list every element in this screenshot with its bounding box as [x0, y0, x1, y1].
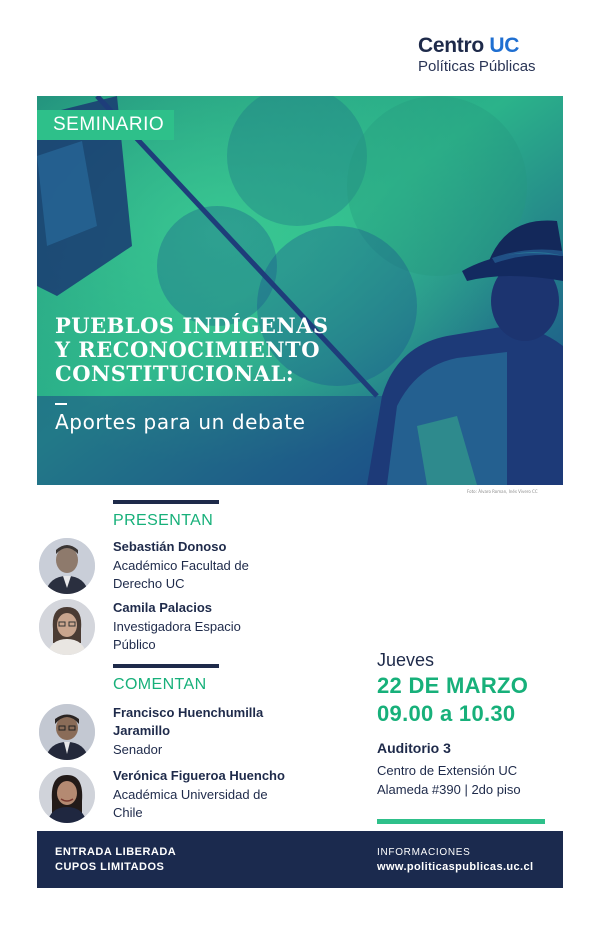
footer-entry-note: ENTRADA LIBERADA CUPOS LIMITADOS	[55, 846, 177, 873]
footer-info	[377, 845, 534, 875]
title-dash	[55, 403, 67, 405]
event-day: Jueves	[377, 650, 435, 670]
avatar-sebastian-donoso	[39, 538, 95, 594]
seminar-badge: SEMINARIO	[37, 110, 174, 140]
commentator-name: Francisco Huenchumilla Jaramillo	[113, 705, 264, 738]
presenter-role: Académico Facultad de Derecho UC	[113, 558, 249, 591]
event-date: 22 DE MARZO	[377, 673, 529, 698]
centro-uc-logo	[418, 34, 568, 76]
comentan-divider	[113, 664, 219, 668]
portrait-icon	[39, 538, 95, 594]
avatar-camila-palacios	[39, 599, 95, 655]
presentan-heading: PRESENTAN	[113, 512, 214, 529]
portrait-icon	[39, 704, 95, 760]
accent-rule	[377, 819, 545, 824]
info-url-link[interactable]: www.politicaspublicas.uc.cl	[377, 861, 534, 873]
footer-bar	[37, 831, 563, 888]
comentan-heading: COMENTAN	[113, 676, 207, 693]
presenter-name: Sebastián Donoso	[113, 539, 227, 554]
logo-subtitle: Políticas Públicas	[418, 58, 536, 75]
logo-title: Centro UC	[418, 34, 520, 57]
presenter-role: Investigadora Espacio Público	[113, 619, 241, 652]
portrait-icon	[39, 599, 95, 655]
seminar-title	[55, 314, 395, 386]
title-line: CONSTITUCIONAL:	[55, 361, 295, 386]
event-venue: Auditorio 3	[377, 740, 451, 756]
title-line: PUEBLOS INDÍGENAS	[55, 313, 329, 338]
presentan-divider	[113, 500, 219, 504]
title-line: Y RECONOCIMIENTO	[55, 337, 320, 362]
photo-credit: Foto: Álvaro Roman, Inés Vivero CC	[467, 489, 538, 494]
info-label: INFORMACIONES	[377, 847, 471, 858]
avatar-francisco-huenchumilla	[39, 704, 95, 760]
event-time: 09.00 a 10.30	[377, 701, 516, 726]
commentator-role: Académica Universidad de Chile	[113, 787, 268, 820]
commentator-name: Verónica Figueroa Huencho	[113, 768, 285, 783]
commentator-role: Senador	[113, 742, 163, 757]
hero-banner	[37, 96, 563, 485]
presenter-name: Camila Palacios	[113, 600, 212, 615]
seminar-subtitle: Aportes para un debate	[55, 410, 306, 434]
avatar-veronica-figueroa	[39, 767, 95, 823]
event-address-line: Centro de Extensión UC	[377, 763, 518, 778]
event-address-line: Alameda #390 | 2do piso	[377, 782, 521, 797]
portrait-icon	[39, 767, 95, 823]
